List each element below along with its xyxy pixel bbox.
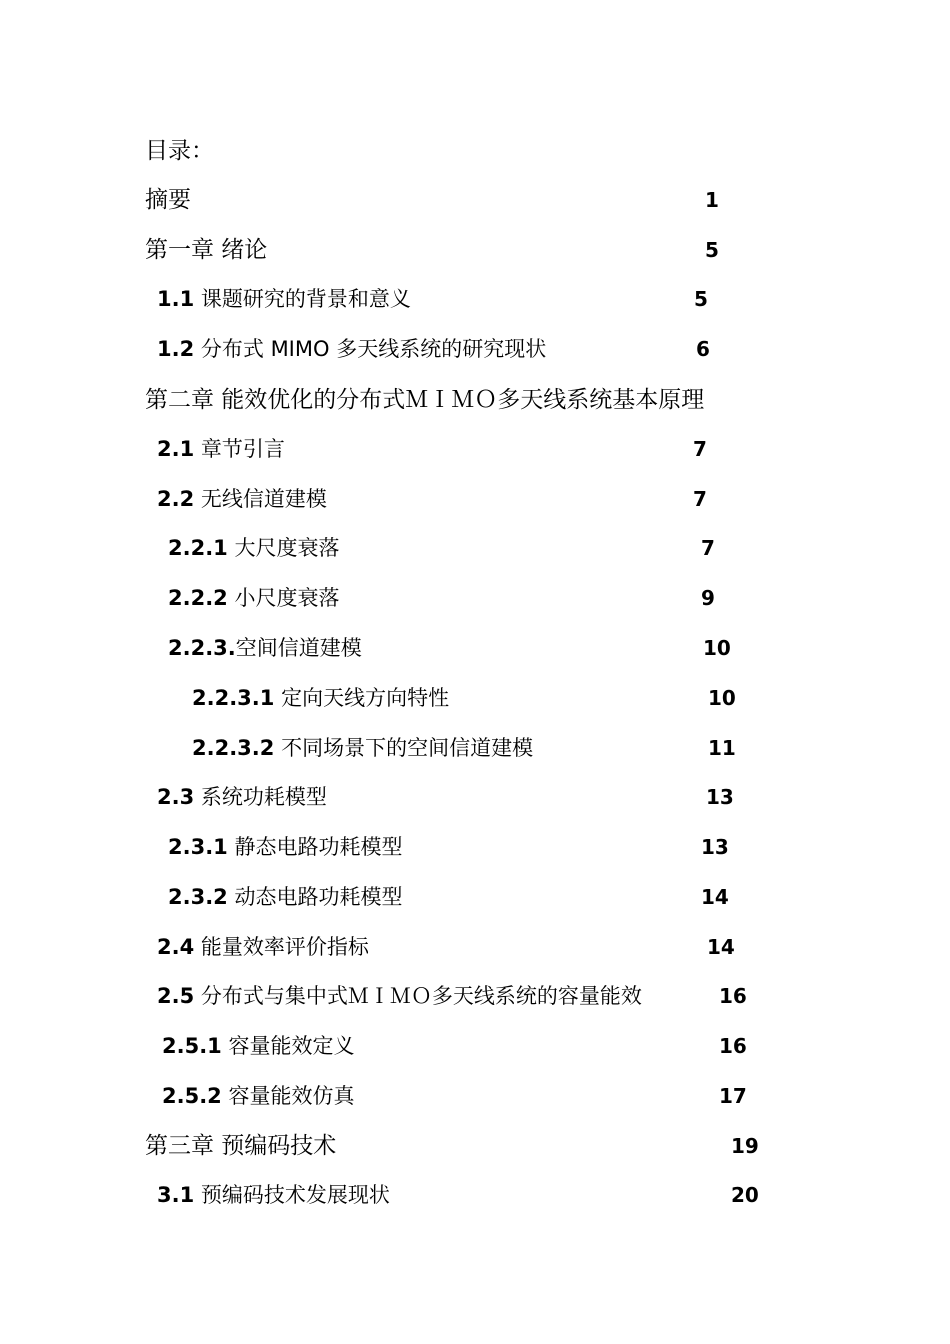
toc-entry-title: 静态电路功耗模型 — [234, 835, 403, 859]
toc-entry-2-2-3[interactable] — [0, 633, 950, 663]
toc-entry-title: 定向天线方向特性 — [281, 686, 450, 710]
toc-entry-page: 5 — [694, 287, 708, 311]
toc-entry-2-3-2[interactable] — [0, 882, 950, 912]
toc-entry-title: 小尺度衰落 — [234, 586, 340, 610]
toc-entry-title: 第三章 预编码技术 — [145, 1133, 337, 1159]
toc-entry-title: 分布式与集中式ＭＩＭＯ多天线系统的容量能效 — [200, 984, 642, 1008]
toc-entry-number: 2.2.3. — [168, 636, 236, 660]
toc-entry-page: 11 — [708, 736, 736, 760]
toc-entry-title: 课题研究的背景和意义 — [200, 287, 411, 311]
toc-entry-number: 1.1 — [157, 287, 195, 311]
toc-heading: 目录： — [145, 138, 214, 164]
toc-entry-title: 摘要 — [145, 187, 191, 213]
toc-entry-page: 16 — [719, 984, 747, 1008]
toc-entry-title: 大尺度衰落 — [234, 536, 340, 560]
toc-entry-2-2-1[interactable] — [0, 533, 950, 563]
toc-entry-page: 9 — [701, 586, 715, 610]
toc-entry-page: 13 — [706, 785, 734, 809]
toc-entry-title: 能量效率评价指标 — [200, 935, 369, 959]
toc-entry-title: 系统功耗模型 — [200, 785, 327, 809]
toc-entry-number: 2.2.3.2 — [192, 736, 275, 760]
toc-entry-page: 7 — [701, 536, 715, 560]
toc-entry-title: 不同场景下的空间信道建模 — [281, 736, 534, 760]
toc-entry-2-5[interactable] — [0, 981, 950, 1011]
toc-entry-page: 7 — [693, 437, 707, 461]
toc-entry-page: 17 — [719, 1084, 747, 1108]
toc-entry-page: 1 — [705, 188, 719, 212]
toc-entry-number: 2.5 — [157, 984, 195, 1008]
toc-entry-number: 2.5.1 — [162, 1034, 222, 1058]
toc-entry-2-5-2[interactable] — [0, 1081, 950, 1111]
toc-entry-number: 2.2.2 — [168, 586, 228, 610]
toc-entry-number: 2.1 — [157, 437, 195, 461]
toc-entry-1-2[interactable] — [0, 334, 950, 364]
toc-entry-title: 容量能效定义 — [228, 1034, 355, 1058]
toc-entry-number: 3.1 — [157, 1183, 195, 1207]
toc-entry-page: 7 — [693, 487, 707, 511]
toc-entry-1-1[interactable] — [0, 284, 950, 314]
toc-entry-2-4[interactable] — [0, 932, 950, 962]
toc-entry-page: 14 — [707, 935, 735, 959]
toc-entry-2-1[interactable] — [0, 434, 950, 464]
toc-entry-page: 19 — [731, 1134, 759, 1158]
toc-entry-title: 容量能效仿真 — [228, 1084, 355, 1108]
toc-entry-number: 2.2.1 — [168, 536, 228, 560]
toc-entry-title: 预编码技术发展现状 — [200, 1183, 390, 1207]
toc-entry-2-2-2[interactable] — [0, 583, 950, 613]
toc-entry-title: 第一章 绪论 — [145, 237, 268, 263]
toc-entry-number: 2.2 — [157, 487, 195, 511]
toc-entry-title: 空间信道建模 — [235, 636, 362, 660]
toc-entry-page: 20 — [731, 1183, 759, 1207]
toc-entry-2-3-1[interactable] — [0, 832, 950, 862]
toc-entry-title: 第二章 能效优化的分布式ＭＩＭＯ多天线系统基本原理 — [145, 387, 705, 413]
toc-entry-number: 2.3.1 — [168, 835, 228, 859]
toc-entry-chapter-3[interactable] — [0, 1131, 950, 1161]
toc-entry-chapter-1[interactable] — [0, 235, 950, 265]
toc-entry-title: 章节引言 — [200, 437, 285, 461]
toc-entry-2-2[interactable] — [0, 484, 950, 514]
toc-entry-title: 分布式 MIMO 多天线系统的研究现状 — [200, 337, 547, 361]
toc-entry-title: 动态电路功耗模型 — [234, 885, 403, 909]
toc-entry-page: 13 — [701, 835, 729, 859]
toc-entry-page: 5 — [705, 238, 719, 262]
toc-entry-2-3[interactable] — [0, 782, 950, 812]
toc-entry-number: 2.3.2 — [168, 885, 228, 909]
toc-entry-number: 2.5.2 — [162, 1084, 222, 1108]
toc-entry-title: 无线信道建模 — [200, 487, 327, 511]
toc-entry-abstract[interactable] — [0, 185, 950, 215]
toc-entry-number: 2.2.3.1 — [192, 686, 275, 710]
toc-entry-page: 6 — [696, 337, 710, 361]
toc-entry-3-1[interactable] — [0, 1180, 950, 1210]
toc-entry-chapter-2[interactable] — [0, 385, 950, 415]
toc-entry-2-2-3-2[interactable] — [0, 733, 950, 763]
toc-entry-page: 16 — [719, 1034, 747, 1058]
toc-entry-number: 2.3 — [157, 785, 195, 809]
toc-entry-2-2-3-1[interactable] — [0, 683, 950, 713]
toc-entry-page: 10 — [708, 686, 736, 710]
toc-entry-2-5-1[interactable] — [0, 1031, 950, 1061]
toc-entry-page: 14 — [701, 885, 729, 909]
toc-entry-page: 10 — [703, 636, 731, 660]
toc-entry-number: 2.4 — [157, 935, 195, 959]
toc-entry-number: 1.2 — [157, 337, 195, 361]
